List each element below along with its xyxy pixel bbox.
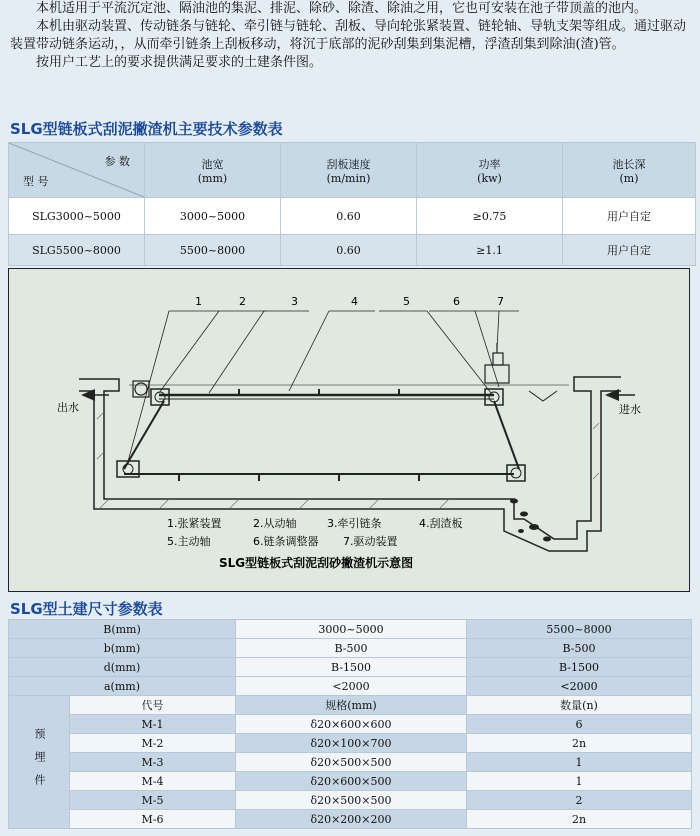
callout-3: 3 [291, 295, 298, 308]
callout-7: 7 [497, 295, 504, 308]
scraper-plates [179, 389, 419, 481]
callout-2: 2 [239, 295, 246, 308]
cell-model: SLG3000~5000 [9, 198, 145, 235]
outlet-label: 出水 [57, 401, 79, 414]
table-row: d(mm) B-1500 B-1500 [9, 658, 692, 677]
cell-model: SLG5500~8000 [9, 235, 145, 266]
machine-diagram [8, 268, 690, 592]
intro-paragraph-1: 本机适用于平流沉定池、隔油池的集泥、排泥、除砂、除渣、除油之用，它也可安装在池子带顶盖的池内。 [36, 1, 648, 16]
corner-top-label: 参 数 [104, 155, 130, 168]
table-row: M-2 δ20×100×700 2n [9, 734, 692, 753]
diagram-caption: SLG型链板式刮泥刮砂撇渣机示意图 [219, 556, 414, 570]
table-row: M-3 δ20×500×500 1 [9, 753, 692, 772]
table-header-row [9, 143, 696, 198]
scum-trough [529, 391, 557, 401]
table-row: M-5 δ20×500×500 2 [9, 791, 692, 810]
chain-left-diagonal [124, 401, 164, 469]
cell-length: 用户自定 [563, 235, 696, 266]
chain-right-diagonal [494, 401, 519, 469]
corner-bottom-label: 型 号 [23, 175, 49, 188]
tech-params-table [8, 142, 696, 266]
cell-power: ≥1.1 [417, 235, 563, 266]
inlet-label: 进水 [619, 403, 641, 416]
cell-speed: 0.60 [281, 235, 417, 266]
table1-title: SLG型链板式刮泥撇渣机主要技术参数表 [10, 120, 283, 138]
cell-speed: 0.60 [281, 198, 417, 235]
legend-item: 1.张紧装置 [167, 517, 222, 530]
callout-4: 4 [351, 295, 358, 308]
civil-dimensions-table [8, 619, 692, 829]
callout-leaders [127, 311, 519, 465]
header-power: 功率 (kw) [417, 143, 563, 198]
legend-item: 7.驱动装置 [343, 535, 398, 548]
intro-paragraph-2: 本机由驱动装置、传动链条与链轮、牵引链与链轮、刮板、导向轮张紧装置、链轮轴、导轨支架等组成。通过驱动装置带动链条运动，，从而牵引链条上刮板移动，将沉于底部的泥砂刮集到集泥槽，浮渣刮集到除油(渣)管。 [10, 19, 687, 52]
table-row: M-6 δ20×200×200 2n [9, 810, 692, 829]
sludge-pit [510, 499, 551, 542]
embedded-parts-label: 预埋件 [9, 696, 70, 829]
table-row: B(mm) 3000~5000 5500~8000 [9, 620, 692, 639]
table-row: b(mm) B-500 B-500 [9, 639, 692, 658]
table-row: 预埋件 代号 规格(mm) 数量(n) [9, 696, 692, 715]
callout-5: 5 [403, 295, 410, 308]
intro-text [10, 0, 694, 72]
cell-width: 3000~5000 [145, 198, 281, 235]
cell-power: ≥0.75 [417, 198, 563, 235]
legend-item: 6.链条调整器 [253, 535, 319, 548]
cell-width: 5500~8000 [145, 235, 281, 266]
cell-length: 用户自定 [563, 198, 696, 235]
corner-cell [9, 143, 145, 198]
table-row: M-1 δ20×600×600 6 [9, 715, 692, 734]
table2-title: SLG型土建尺寸参数表 [10, 600, 163, 618]
intro-paragraph-3: 按用户工艺上的要求提供满足要求的土建条件图。 [36, 55, 323, 70]
header-pool-width: 池宽 (mm) [145, 143, 281, 198]
legend-item: 2.从动轴 [253, 517, 297, 530]
table-row [9, 198, 696, 235]
ground-hatching [97, 413, 599, 509]
table-row: a(mm) <2000 <2000 [9, 677, 692, 696]
header-pool-length: 池长深 (m) [563, 143, 696, 198]
header-scraper-speed: 刮板速度 (m/min) [281, 143, 417, 198]
callout-1: 1 [195, 295, 202, 308]
table-row: M-4 δ20×600×500 1 [9, 772, 692, 791]
table-row [9, 235, 696, 266]
legend-item: 4.刮渣板 [419, 517, 463, 530]
legend-item: 5.主动轴 [167, 535, 211, 548]
callout-6: 6 [453, 295, 460, 308]
legend-item: 3.牵引链条 [327, 517, 382, 530]
